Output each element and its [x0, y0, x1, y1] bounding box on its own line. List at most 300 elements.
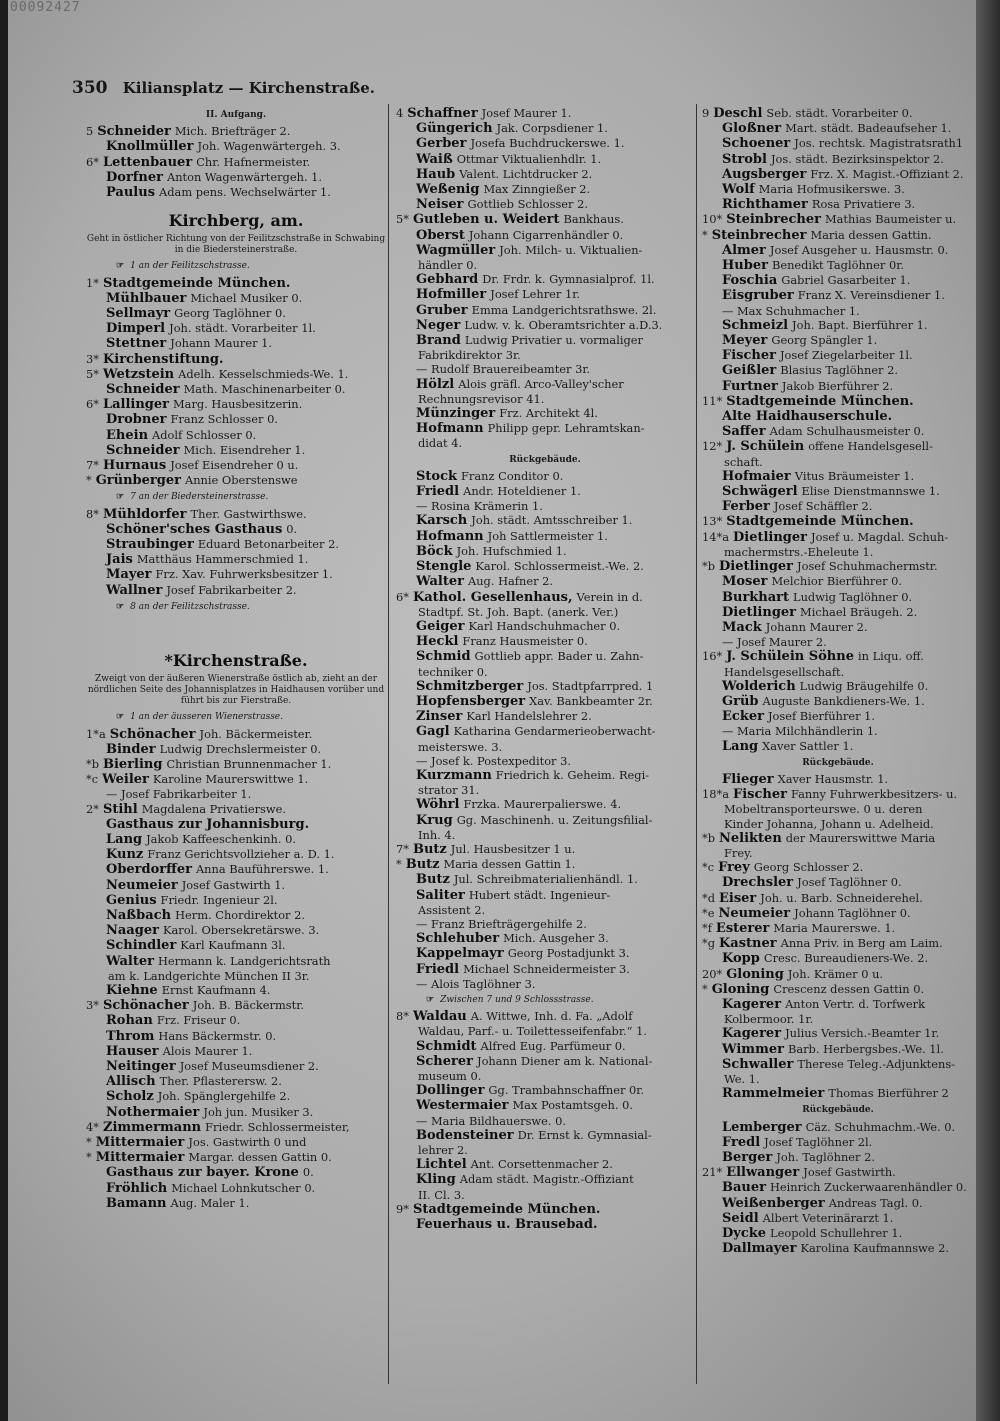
directory-entry: [702, 694, 974, 709]
resident-details: — Max Schuhmacher 1.: [722, 303, 860, 318]
resident-name: Schwägerl: [722, 484, 798, 500]
resident-details: Alfred Eug. Parfümeur 0.: [480, 1038, 626, 1053]
resident-name: Weiler: [102, 772, 149, 788]
directory-entry: [86, 567, 386, 582]
directory-entry: [396, 228, 694, 243]
resident-details: Joh. Bapt. Bierführer 1.: [792, 317, 928, 332]
resident-details: Maria dessen Gattin.: [810, 227, 932, 242]
directory-entry: [86, 787, 386, 801]
directory-entry: [86, 124, 386, 139]
resident-details: — Josef Fabrikarbeiter 1.: [106, 787, 252, 802]
street-title: *Kirchenstraße.: [164, 651, 308, 671]
resident-name: Dorfner: [106, 169, 163, 185]
resident-name: Burkhart: [722, 589, 790, 605]
pointing-hand-icon: ☞: [116, 261, 125, 272]
resident-details: Josef Museumsdiener 2.: [179, 1058, 319, 1073]
directory-entry: [396, 406, 694, 421]
resident-name: Schönacher: [109, 726, 196, 742]
directory-entry: [396, 1128, 694, 1143]
resident-details: Rosa Privatiere 3.: [811, 197, 916, 212]
directory-entry: [702, 787, 974, 802]
resident-name: Lang: [722, 738, 759, 754]
resident-details: Ludw. v. k. Oberamtsrichter a.D.3.: [464, 317, 663, 332]
resident-name: Eiser: [719, 890, 757, 906]
directory-entry: [86, 185, 386, 200]
resident-details: Johann Cigarrenhändler 0.: [468, 227, 624, 242]
directory-entry: [702, 304, 974, 318]
directory-entry: [86, 1135, 386, 1150]
directory-entry: [702, 724, 974, 738]
resident-details: Johann Diener am k. National-: [477, 1053, 653, 1068]
entry-continuation: didat 4.: [418, 436, 463, 451]
directory-entry: [86, 983, 386, 998]
directory-entry: [86, 382, 386, 397]
resident-name: Stadtgemeinde München.: [102, 275, 291, 291]
resident-name: Richthamer: [722, 197, 808, 213]
resident-details: Max Zinngießer 2.: [483, 182, 591, 197]
entry-continuation: machermstrs.-Eheleute 1.: [724, 544, 874, 559]
resident-details: Friedr. Schlossermeister,: [205, 1119, 350, 1134]
resident-name: Lemberger: [722, 1119, 802, 1135]
resident-name: Böck: [416, 543, 453, 559]
house-number: 10*: [702, 212, 723, 227]
directory-entry: [702, 875, 974, 890]
resident-name: Knollmüller: [106, 139, 194, 155]
resident-details: in Liqu. off.: [857, 649, 924, 664]
directory-entry: [396, 931, 694, 946]
house-number: *f: [702, 920, 712, 935]
resident-name: Grünberger: [95, 473, 181, 489]
resident-name: Gagl: [416, 724, 450, 740]
resident-details: Joh Sattlermeister 1.: [487, 528, 608, 543]
resident-name: Neumeier: [106, 877, 178, 893]
resident-details: Ant. Corsettenmacher 2.: [470, 1157, 613, 1172]
building-subheading: Rückgebäude.: [802, 1105, 874, 1116]
directory-entry: [86, 817, 386, 832]
resident-details: Gottlieb Schlosser 2.: [467, 197, 588, 212]
resident-details: Andr. Hoteldiener 1.: [463, 484, 581, 499]
house-number: 18*a: [702, 787, 729, 802]
resident-details: Leopold Schullehrer 1.: [770, 1226, 903, 1241]
house-number: 6*: [86, 154, 99, 169]
entry-continuation: Kinder Johanna, Johann u. Adelheid.: [724, 816, 934, 831]
resident-details: Josef Maurer 1.: [481, 106, 572, 120]
resident-details: Gg. Maschinenh. u. Zeitungsfilial-: [456, 812, 653, 827]
entry-continuation: lehrer 2.: [418, 1143, 468, 1158]
resident-name: Schmidt: [416, 1038, 477, 1054]
resident-details: Herm. Chordirektor 2.: [175, 907, 305, 922]
directory-entry: [396, 197, 694, 212]
directory-entry: [702, 982, 974, 997]
resident-name: Friedl: [416, 484, 460, 500]
resident-details: Anna Priv. in Berg am Laim.: [780, 936, 943, 951]
resident-details: Maria Maurerswe. 1.: [773, 920, 896, 935]
resident-name: Hopfensberger: [416, 693, 526, 709]
directory-entry: [702, 363, 974, 378]
resident-name: Kurzmann: [416, 767, 492, 783]
directory-entry: [396, 1172, 694, 1187]
directory-entry: [396, 842, 694, 857]
house-number: 3*: [86, 351, 99, 366]
resident-name: Fröhlich: [106, 1180, 168, 1196]
directory-entry: [396, 590, 694, 605]
resident-details: Margar. dessen Gattin 0.: [188, 1150, 332, 1165]
directory-entry: [86, 537, 386, 552]
directory-entry: [396, 724, 694, 739]
resident-name: Zinser: [416, 709, 463, 725]
resident-name: Schmeizl: [722, 317, 789, 333]
directory-entry: [702, 574, 974, 589]
house-number: 6*: [396, 589, 409, 604]
resident-details: Anton Wagenwärtergeh. 1.: [166, 169, 323, 184]
directory-entry: [396, 872, 694, 887]
entry-continuation: Stadtpf. St. Joh. Bapt. (anerk. Ver.): [418, 604, 619, 619]
resident-name: Gloning: [711, 981, 770, 997]
resident-details: Jakob Kaffeeschenkinh. 0.: [146, 831, 296, 846]
house-number: 7*: [396, 841, 409, 856]
resident-details: Mich. Ausgeher 3.: [503, 931, 609, 946]
directory-entry: [396, 1054, 694, 1069]
directory-entry: [702, 590, 974, 605]
house-number: *: [702, 227, 708, 242]
directory-entry: [396, 121, 694, 136]
resident-name: Bierling: [103, 756, 163, 772]
resident-name: Furtner: [722, 378, 778, 394]
resident-details: Heinrich Zuckerwaarenhändler 0.: [769, 1180, 967, 1195]
resident-details: Hermann k. Landgerichtsrath: [157, 953, 331, 968]
resident-details: Joh. Hufschmied 1.: [456, 543, 567, 558]
resident-name: Berger: [722, 1150, 773, 1166]
resident-details: Joh. Spänglergehilfe 2.: [157, 1089, 291, 1104]
directory-entry: [396, 1009, 694, 1024]
resident-details: Mart. städt. Badeaufseher 1.: [785, 121, 952, 136]
resident-name: Haub: [416, 166, 456, 182]
scan-id: 00092427: [10, 0, 81, 15]
resident-details: Josef Schuhmachermstr.: [797, 559, 938, 574]
directory-entry: [702, 409, 974, 424]
resident-details: Josef Gastwirth 1.: [181, 877, 286, 892]
resident-name: Naager: [106, 923, 159, 939]
house-number: 8*: [86, 506, 99, 521]
directory-entry: [86, 276, 386, 291]
directory-entry: [396, 152, 694, 167]
resident-name: Saffer: [722, 424, 766, 440]
directory-entry: [396, 333, 694, 348]
pointing-hand-icon: ☞: [116, 712, 125, 723]
resident-name: Waiß: [416, 151, 453, 167]
resident-name: Schönacher: [102, 998, 189, 1014]
resident-details: Melchior Bierführer 0.: [771, 574, 903, 589]
resident-name: Stadtgemeinde München.: [726, 514, 914, 530]
resident-details: Franz X. Vereinsdiener 1.: [797, 288, 945, 303]
resident-details: Josef Lehrer 1r.: [490, 287, 581, 302]
resident-name: Hofmiller: [416, 287, 487, 303]
resident-name: Seidl: [722, 1210, 759, 1226]
resident-name: Oberst: [416, 227, 465, 243]
house-number: *e: [702, 905, 715, 920]
resident-details: Georg Postadjunkt 3.: [507, 946, 630, 961]
building-subheading: Rückgebäude.: [509, 454, 581, 465]
resident-name: Kathol. Gesellenhaus,: [412, 589, 573, 605]
house-number: *: [702, 981, 708, 996]
directory-entry: [86, 306, 386, 321]
resident-name: Friedl: [416, 961, 460, 977]
resident-details: Ludwig Bräugehilfe 0.: [799, 678, 929, 693]
resident-details: Emma Landgerichtsrathswe. 2l.: [471, 302, 657, 317]
directory-entry: [396, 679, 694, 694]
resident-name: Wolf: [722, 182, 755, 198]
directory-entry: [702, 1196, 974, 1211]
entry-continuation: am k. Landgerichte München II 3r.: [108, 968, 310, 983]
resident-name: Kling: [416, 1172, 456, 1188]
directory-entry: [86, 878, 386, 893]
resident-name: Scholz: [106, 1089, 154, 1105]
directory-entry: [702, 1135, 974, 1150]
directory-entry: [86, 1120, 386, 1135]
resident-name: Hofmann: [416, 421, 484, 437]
directory-entry: [702, 530, 974, 545]
resident-name: Geiger: [416, 618, 465, 634]
directory-entry: [702, 167, 974, 182]
directory-entry: [702, 212, 974, 227]
resident-name: Münzinger: [416, 406, 496, 422]
resident-details: Ottmar Viktualienhdlr. 1.: [456, 151, 602, 166]
resident-name: Ehein: [106, 427, 149, 443]
directory-entry: [86, 367, 386, 382]
resident-details: Josef Gastwirth.: [803, 1165, 896, 1180]
directory-entry: [86, 397, 386, 412]
directory-entry: [86, 757, 386, 772]
resident-name: Schmitzberger: [416, 678, 524, 694]
directory-entry: [86, 321, 386, 336]
resident-details: Frz. X. Magist.-Offiziant 2.: [810, 166, 964, 181]
directory-entry: [702, 288, 974, 303]
resident-details: — Franz Briefträgergehilfe 2.: [416, 916, 587, 931]
directory-entry: [702, 106, 974, 121]
directory-entry: [396, 106, 694, 121]
resident-details: — Maria Bildhauerswe. 0.: [416, 1113, 567, 1128]
resident-details: Bankhaus.: [563, 212, 624, 227]
resident-name: Karsch: [416, 513, 468, 529]
resident-details: Annie Oberstenswe: [184, 473, 298, 488]
directory-entry: [86, 1089, 386, 1104]
resident-name: Dietlinger: [719, 559, 794, 575]
resident-details: Chr. Hafnermeister.: [196, 154, 311, 169]
resident-details: Thomas Bierführer 2: [828, 1086, 949, 1101]
resident-details: 0.: [286, 521, 298, 536]
resident-name: Kirchenstiftung.: [102, 351, 224, 367]
resident-details: Josef u. Magdal. Schuh-: [811, 529, 949, 544]
directory-entry: [86, 847, 386, 862]
resident-details: Blasius Taglöhner 2.: [780, 363, 898, 378]
resident-details: Karol. Obersekretärswe. 3.: [162, 923, 320, 938]
directory-entry: [86, 742, 386, 757]
directory-entry: [702, 1150, 974, 1165]
resident-details: Adolf Schlosser 0.: [152, 427, 257, 442]
directory-entry: [396, 768, 694, 783]
resident-details: Verein in d.: [576, 589, 643, 604]
directory-entry: [702, 1086, 974, 1101]
resident-name: Gebhard: [416, 272, 479, 288]
entry-continuation: Kolbermoor. 1r.: [724, 1012, 814, 1027]
resident-details: Magdalena Privatierswe.: [141, 801, 286, 816]
resident-name: Wolderich: [722, 678, 796, 694]
resident-details: Cäz. Schuhmachm.-We. 0.: [805, 1119, 956, 1134]
cross-street-marker: [116, 710, 386, 724]
directory-entry: [702, 891, 974, 906]
resident-name: Zimmermann: [102, 1119, 202, 1135]
directory-entry: [702, 394, 974, 409]
resident-details: Josefa Buchdruckerswe. 1.: [470, 136, 625, 151]
resident-name: Jais: [106, 552, 133, 568]
resident-details: 0.: [302, 1165, 314, 1180]
resident-name: Westermaier: [416, 1098, 509, 1114]
street-description: Geht in östlicher Richtung von der Feilitzschstraße in Schwabing in die Biedersteinerstraße.: [86, 234, 386, 256]
resident-name: Schwaller: [722, 1056, 794, 1072]
resident-name: Wallner: [106, 582, 163, 598]
house-number: 11*: [702, 393, 723, 408]
resident-details: Ther. Pflasterersw. 2.: [159, 1074, 282, 1089]
resident-details: Dr. Frdr. k. Gymnasialprof. 1l.: [482, 272, 655, 287]
entry-continuation: schaft.: [724, 454, 763, 469]
resident-name: Genius: [106, 892, 157, 908]
resident-details: Joh. städt. Vorarbeiter 1l.: [169, 321, 316, 336]
directory-entry: [396, 529, 694, 544]
resident-details: Seb. städt. Vorarbeiter 0.: [766, 106, 913, 120]
directory-page: [8, 0, 976, 1421]
directory-entry: [702, 136, 974, 151]
resident-details: Ludwig Privatier u. vormaliger: [464, 333, 643, 348]
resident-name: Hauser: [106, 1043, 159, 1059]
resident-name: Nothermaier: [106, 1104, 200, 1120]
entry-continuation: II. Cl. 3.: [418, 1187, 465, 1202]
resident-name: Mittermaier: [95, 1150, 185, 1166]
directory-entry: [702, 1042, 974, 1057]
resident-name: Schmid: [416, 649, 471, 665]
entry-continuation: meisterswe. 3.: [418, 739, 503, 754]
directory-entry: [702, 1226, 974, 1241]
resident-details: Karoline Maurerswittwe 1.: [152, 772, 309, 787]
resident-name: Brand: [416, 333, 461, 349]
resident-name: Mayer: [106, 567, 152, 583]
resident-name: Gasthaus zur Johannisburg.: [106, 816, 310, 832]
resident-name: Mühldorfer: [102, 506, 187, 522]
resident-name: J. Schülein Söhne: [726, 649, 854, 665]
resident-name: Binder: [106, 741, 156, 757]
house-number: 5*: [396, 212, 409, 227]
resident-name: Ellwanger: [726, 1165, 800, 1181]
directory-entry: [702, 499, 974, 514]
resident-details: Andreas Tagl. 0.: [828, 1195, 923, 1210]
resident-name: Fischer: [732, 787, 787, 803]
resident-name: J. Schülein: [726, 439, 805, 455]
resident-details: Auguste Bankdieners-We. 1.: [762, 693, 925, 708]
house-number: *: [86, 1150, 92, 1165]
resident-details: Jak. Corpsdiener 1.: [496, 121, 608, 136]
resident-name: Huber: [722, 258, 768, 274]
directory-entry: [86, 139, 386, 154]
resident-name: Schindler: [106, 938, 177, 954]
resident-details: Franz Schlosser 0.: [170, 412, 278, 427]
resident-name: Güngerich: [416, 121, 493, 137]
house-number: 8*: [396, 1009, 409, 1024]
directory-entry: [86, 522, 386, 537]
directory-entry: [702, 258, 974, 273]
directory-entry: [86, 170, 386, 185]
directory-entry: [702, 228, 974, 243]
resident-details: Mich. Eisendreher 1.: [183, 442, 306, 457]
resident-details: Ludwig Drechslermeister 0.: [159, 741, 322, 756]
directory-entry: [86, 458, 386, 473]
resident-details: offene Handelsgesell-: [808, 439, 933, 454]
resident-details: Gabriel Gasarbeiter 1.: [781, 273, 911, 288]
resident-details: — Rudolf Brauereibeamter 3r.: [416, 362, 591, 377]
directory-entry: [702, 709, 974, 724]
directory-entry: [86, 832, 386, 847]
resident-details: Aug. Hafner 2.: [467, 574, 554, 589]
resident-details: Frz. Friseur 0.: [156, 1013, 241, 1028]
resident-name: Scherer: [416, 1053, 473, 1069]
directory-entry: [396, 977, 694, 991]
resident-details: Josef Taglöhner 0.: [797, 875, 902, 890]
cross-street-text: Zwischen 7 und 9 Schlossstrasse.: [440, 994, 594, 1005]
directory-entry: [396, 888, 694, 903]
resident-name: Kappelmayr: [416, 946, 504, 962]
resident-details: Frz. Xav. Fuhrwerksbesitzer 1.: [155, 567, 333, 582]
directory-entry: [396, 813, 694, 828]
resident-name: Gasthaus zur bayer. Krone: [106, 1165, 299, 1181]
resident-details: Georg Taglöhner 0.: [174, 306, 286, 321]
page-number: 350: [72, 78, 108, 98]
directory-entry: [702, 936, 974, 951]
cross-street-marker: [116, 490, 386, 504]
resident-name: Stock: [416, 468, 457, 484]
entry-continuation: strator 31.: [418, 783, 480, 798]
resident-name: Dollinger: [416, 1083, 485, 1099]
entry-continuation: händler 0.: [418, 258, 478, 273]
directory-entry: [86, 552, 386, 567]
resident-name: Mittermaier: [95, 1134, 185, 1150]
resident-name: Schneider: [106, 382, 180, 398]
resident-name: Schöner'sches Gasthaus: [106, 521, 283, 537]
cross-street-text: 7 an der Biedersteinerstrasse.: [130, 492, 269, 503]
resident-name: Kagerer: [722, 996, 782, 1012]
resident-name: Lettenbauer: [102, 154, 193, 170]
directory-entry: [86, 908, 386, 923]
directory-entry: [396, 1098, 694, 1113]
resident-name: Wagmüller: [416, 242, 496, 258]
resident-details: der Maurerswittwe Maria: [785, 830, 936, 845]
resident-details: Josef Ziegelarbeiter 1l.: [779, 348, 913, 363]
resident-details: Ludwig Taglöhner 0.: [793, 589, 913, 604]
resident-details: A. Wittwe, Inh. d. Fa. „Adolf: [470, 1009, 633, 1024]
resident-name: Almer: [722, 242, 766, 258]
resident-name: Schoener: [722, 136, 791, 152]
resident-details: Georg Spängler 1.: [771, 333, 878, 348]
resident-details: Mathias Baumeister u.: [824, 212, 957, 227]
house-number: 21*: [702, 1165, 723, 1180]
resident-details: Anna Bauführerswe. 1.: [195, 862, 329, 877]
resident-name: Moser: [722, 574, 768, 590]
directory-entry: [396, 362, 694, 376]
resident-name: Walter: [416, 574, 464, 590]
directory-entry: [702, 559, 974, 574]
book-binding-edge: [976, 0, 1000, 1421]
resident-name: Deschl: [713, 106, 763, 121]
resident-details: Maria dessen Gattin 1.: [443, 857, 576, 872]
resident-name: Dietlinger: [722, 604, 797, 620]
resident-name: Heckl: [416, 634, 459, 650]
